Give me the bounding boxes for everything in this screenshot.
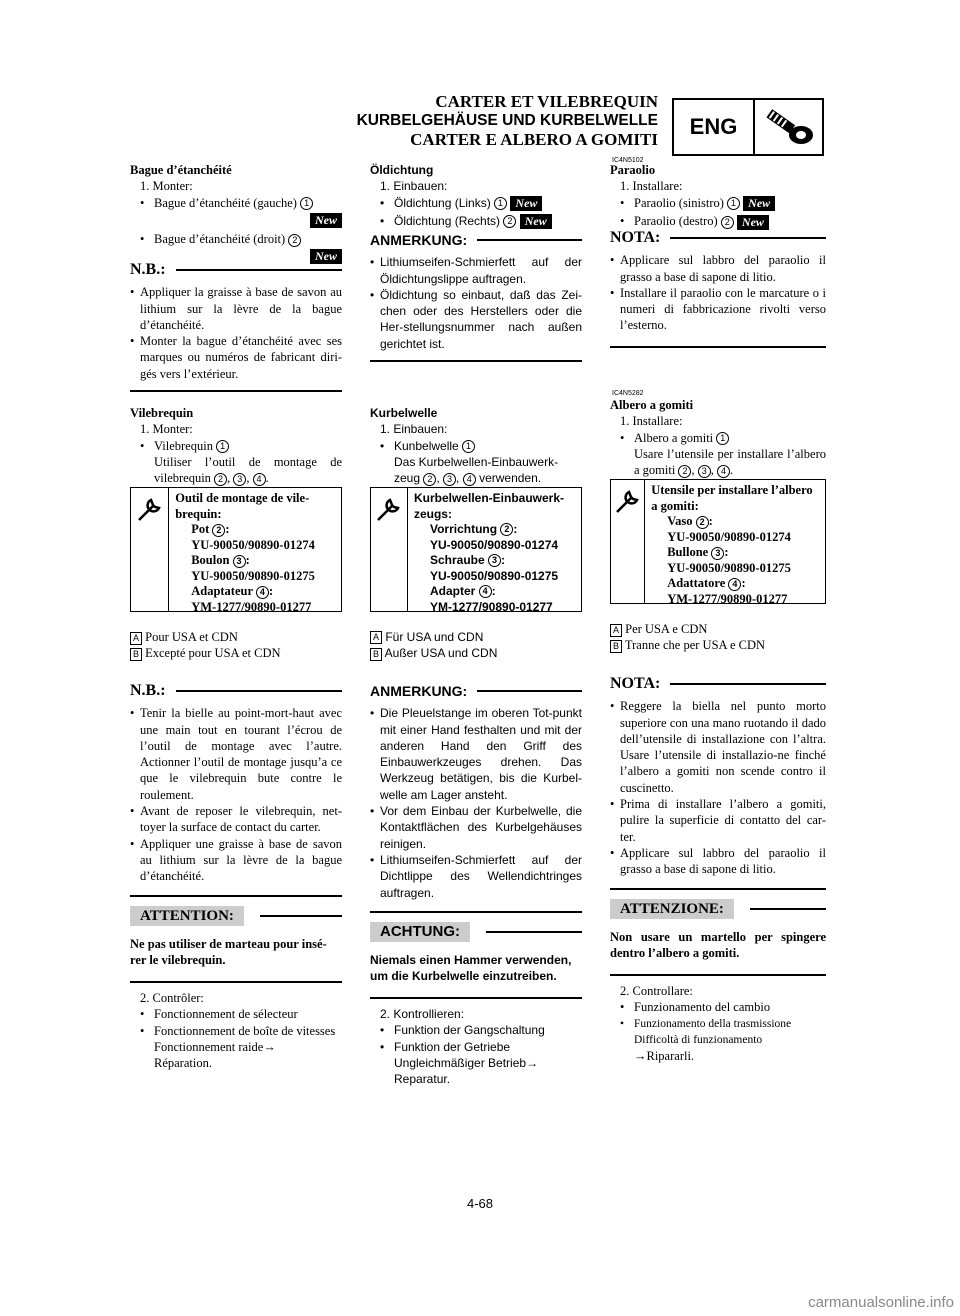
region-labels-de: [370, 629, 582, 662]
attention-heading: ACHTUNG:: [370, 922, 582, 942]
tool-title: Utensile per installare l’albero a gomiti:: [651, 483, 813, 513]
column-fr: [130, 162, 342, 267]
seal-left-item: • Bague d’étanchéité (gauche) 1: [130, 195, 342, 211]
new-tag: New: [310, 249, 342, 264]
tool-line: YM-1277/90890-01277: [191, 599, 312, 614]
check-item: • Fonctionnement de sélecteur: [140, 1007, 298, 1022]
note-item: • Vor dem Einbau der Kurbelwelle, die Kontaktflächen des Kurbelgehäuses reinigen.: [370, 804, 582, 851]
tool-box-fr: [130, 487, 342, 612]
attention-de: [370, 922, 582, 999]
seal-title: Paraolio: [610, 163, 656, 177]
check-item: • Funktion der Gangschaltung: [380, 1023, 545, 1038]
note-heading: ANMERKUNG:: [370, 232, 582, 248]
region-labels-fr: [130, 629, 342, 662]
crank-title: Kurbelwelle: [370, 406, 438, 420]
note-item: • Lithiumseifen-Schmierfett auf der Öldichtungslippe auftragen.: [370, 255, 582, 286]
tool-icon: [131, 488, 169, 611]
tool-line: YU-90050/90890-01275: [191, 568, 315, 583]
tool-line: Boulon 3 :: [191, 553, 250, 567]
header-title-it: CARTER E ALBERO A GOMITI: [410, 130, 658, 149]
tool-box-it: [610, 479, 826, 604]
divider: [610, 888, 826, 890]
check-result: Reparatur.: [394, 1072, 451, 1087]
label-a: A Pour USA et CDN: [130, 629, 342, 645]
note-item: • Tenir la bielle au point-mort-haut avec une main tout en tourant l’écrou de l’outil de montage avec l’autre. Actionner l’outil de montage jusqu’a ce que le vilebrequin bute contre le roulement.: [130, 706, 342, 802]
watermark-bar: [0, 1292, 960, 1316]
column-it: [610, 162, 826, 230]
crank-title: Albero a gomiti: [610, 398, 694, 412]
note-item: • Applicare sul labbro del paraolio il grasso a base di sapone di litio.: [610, 253, 826, 284]
step-1: 1. Monter:: [140, 179, 193, 194]
step-2: 2. Contrôler:: [140, 991, 204, 1005]
tool-icon: [371, 488, 408, 611]
divider: [130, 981, 342, 983]
crank-section-it: [610, 397, 826, 478]
seal-left-item: • Paraolio (sinistro) 1 New: [610, 195, 826, 212]
note-item: • Avant de reposer le vilebrequin, net-toyer la surface de contact du carter.: [130, 804, 342, 835]
wrench-tool-icon: [755, 100, 822, 154]
page-number: 4-68: [466, 1196, 494, 1211]
tool-line: Bullone 3 :: [667, 545, 729, 559]
tool-line: Pot 2 :: [191, 522, 230, 536]
crank-item: • Albero a gomiti 1: [610, 430, 826, 446]
attention-heading: ATTENZIONE:: [610, 899, 826, 919]
tool-line: YU-90050/90890-01275: [667, 560, 791, 575]
note-2-fr: [130, 683, 342, 897]
tool-line: YM-1277/90890-01277: [429, 599, 553, 614]
check-item: • Funzionamento della trasmissione: [620, 1017, 792, 1030]
column-de: [370, 162, 582, 229]
note-item: • Prima di installare l’albero a gomiti, pulire la superficie di contatto del car-ter.: [610, 797, 826, 844]
check-section-fr: [130, 990, 342, 1071]
step-2: 2. Controllare:: [620, 984, 693, 998]
seal-left-item: • Öldichtung (Links) 1 New: [370, 195, 582, 211]
attention-text: Non usare un martello per spingere dentro l’albero a gomiti.: [610, 930, 826, 961]
attention-fr: [130, 906, 342, 983]
note-heading: NOTA:: [610, 676, 826, 692]
seal-title: Öldichtung: [370, 163, 434, 177]
seal-right-item: • Paraolio (destro) 2 New: [610, 213, 826, 230]
tool-line: Vaso 2 :: [667, 514, 713, 528]
step-1: 1. Installare:: [620, 414, 683, 429]
tool-icon: [611, 480, 645, 603]
seal-right-item: • Bague d’étanchéité (droit) 2: [130, 231, 342, 247]
note-item: • Installare il paraolio con le marcature o i numeri di fabbricazione rivolti verso l’esterno.: [610, 285, 826, 333]
tool-line: YM-1277/90890-01277: [667, 591, 788, 606]
section-code-2: IC4N5282: [612, 390, 644, 397]
tool-line: YU-90050/90890-01274: [191, 537, 315, 552]
new-tag: New: [510, 196, 542, 211]
step-2: 2. Kontrollieren:: [380, 1007, 465, 1021]
label-b: B Excepté pour USA et CDN: [130, 645, 342, 661]
step-1: 1. Einbauen:: [380, 179, 448, 194]
crank-section-fr: [130, 405, 342, 486]
tool-line: YU-90050/90890-01274: [429, 537, 559, 552]
header-title-de: KURBELGEHÄUSE UND KURBELWELLE: [356, 112, 658, 129]
note-1-fr: [130, 262, 342, 392]
divider: [610, 346, 826, 348]
divider: [130, 390, 342, 392]
tool-line: Vorrichtung 2 :: [429, 522, 518, 536]
divider: [370, 360, 582, 362]
note-item: • Lithiumseifen-Schmierfett auf der Dichtlippe des Wellendichtringes auftragen.: [370, 852, 582, 900]
eng-badge: [672, 98, 824, 156]
tool-line: YU-90050/90890-01275: [429, 568, 559, 583]
seal-title: Bague d’étanchéité: [130, 163, 232, 177]
note-heading: NOTA:: [610, 230, 826, 246]
tool-line: Adapter 4 :: [429, 584, 496, 598]
check-item: • Fonctionnement de boîte de vitesses: [140, 1023, 336, 1038]
crank-item: • Vilebrequin 1: [130, 438, 342, 454]
label-b: B Außer USA und CDN: [370, 645, 582, 661]
check-result: Fonctionnement raide→: [154, 1039, 276, 1054]
tool-title: Outil de montage de vile-brequin:: [175, 491, 310, 521]
check-result: Ungleichmäßiger Betrieb→: [394, 1055, 539, 1070]
new-tag: New: [310, 213, 342, 228]
region-labels-it: [610, 621, 826, 654]
step-1: 1. Einbauen:: [380, 422, 448, 437]
check-item: • Funzionamento del cambio: [620, 1000, 771, 1015]
note-1-de: [370, 232, 582, 362]
attention-text: Niemals einen Hammer verwenden, um die Kurbelwelle einzutreiben.: [370, 953, 572, 984]
note-item: • Appliquer la graisse à base de savon au lithium sur la lèvre de la bague d’étanchéité.: [130, 285, 342, 332]
note-item: • Die Pleuelstange im oberen Tot-punkt mit einer Hand festhalten und mit der anderen Hand den Griff des Einbauwerkzeuges drehen. Das Werkzeug betätigen, bis die Kurbel-welle am Lager ansteht.: [370, 706, 582, 802]
note-heading: N.B.:: [130, 262, 342, 278]
seal-right-item: • Öldichtung (Rechts) 2 New: [370, 213, 582, 229]
crank-item: • Kunbelwelle 1: [370, 438, 582, 454]
attention-text: Ne pas utiliser de marteau pour insé-rer le vilebrequin.: [130, 937, 327, 968]
note-2-de: [370, 683, 582, 913]
divider: [130, 895, 342, 897]
crank-title: Vilebrequin: [130, 406, 194, 420]
label-b: B Tranne che per USA e CDN: [610, 637, 826, 653]
new-tag: New: [743, 196, 775, 211]
check-item: • Funktion der Getriebe: [380, 1039, 511, 1054]
crank-tool-text: Das Kurbelwellen-Einbauwerk-zeug 2 , 3 , 4 verwenden.: [394, 454, 559, 486]
tool-line: Adaptateur 4 :: [191, 584, 274, 598]
crank-tool-text: Utiliser l’outil de montage de vilebrequin 2 , 3 , 4 .: [154, 454, 342, 486]
note-item: • Monter la bague d’étanchéité avec ses marques ou numéros de fabricant diri-gés vers l’extérieur.: [130, 334, 342, 381]
check-result: →Ripararli.: [634, 1049, 695, 1064]
note-item: • Reggere la biella nel punto morto superiore con una mano ruotando il dado dell’utensile di installazione con l’altra. Usare l’utensile di installazio-ne finché l’albero a gomiti non scende contro il cuscinetto.: [610, 699, 826, 795]
note-item: • Applicare sul labbro del paraolio il grasso a base di sapone di litio.: [610, 845, 826, 877]
step-1: 1. Installare:: [620, 179, 683, 194]
new-tag: New: [737, 215, 769, 230]
check-result: Réparation.: [154, 1056, 212, 1071]
label-a: A Per USA e CDN: [610, 621, 826, 637]
note-heading: N.B.:: [130, 683, 342, 699]
page-header: [357, 92, 658, 149]
step-1: 1. Monter:: [140, 422, 193, 437]
tool-box-de: [370, 487, 582, 612]
attention-it: [610, 899, 826, 976]
section-code-1: IC4N5102: [612, 157, 644, 164]
tool-title: Kurbelwellen-Einbauwerk-zeugs:: [413, 491, 564, 521]
note-item: • Appliquer une graisse à base de savon au lithium sur la lèvre de la bague d’étanchéité.: [130, 836, 342, 884]
note-item: • Öldichtung so einbaut, daß das Zei-chen oder des Herstellers oder die Her-stellungsnummer nach außen gerichtet ist.: [370, 287, 582, 351]
attention-heading: ATTENTION:: [130, 906, 342, 926]
note-1-it: [610, 230, 826, 348]
watermark-text: carmanualsonline.info: [808, 1294, 954, 1311]
tool-line: Adattatore 4 :: [667, 576, 746, 590]
divider: [370, 911, 582, 913]
new-tag: New: [520, 214, 552, 229]
check-result: Difficoltà di funzionamento: [634, 1033, 763, 1046]
check-section-it: [610, 983, 826, 1064]
note-heading: ANMERKUNG:: [370, 683, 582, 699]
crank-tool-text: Usare l’utensile per installare l’albero a gomiti 2 , 3 , 4 .: [634, 446, 826, 478]
label-a: A Für USA und CDN: [370, 629, 582, 645]
tool-line: YU-90050/90890-01274: [667, 529, 791, 544]
header-title-fr: CARTER ET VILEBREQUIN: [435, 92, 658, 111]
note-2-it: [610, 676, 826, 890]
check-section-de: [370, 1006, 582, 1087]
eng-label: ENG: [674, 100, 755, 154]
new-tag-row: [130, 211, 342, 231]
crank-section-de: [370, 405, 582, 486]
tool-line: Schraube 3 :: [429, 553, 505, 567]
divider: [610, 974, 826, 976]
divider: [370, 997, 582, 999]
